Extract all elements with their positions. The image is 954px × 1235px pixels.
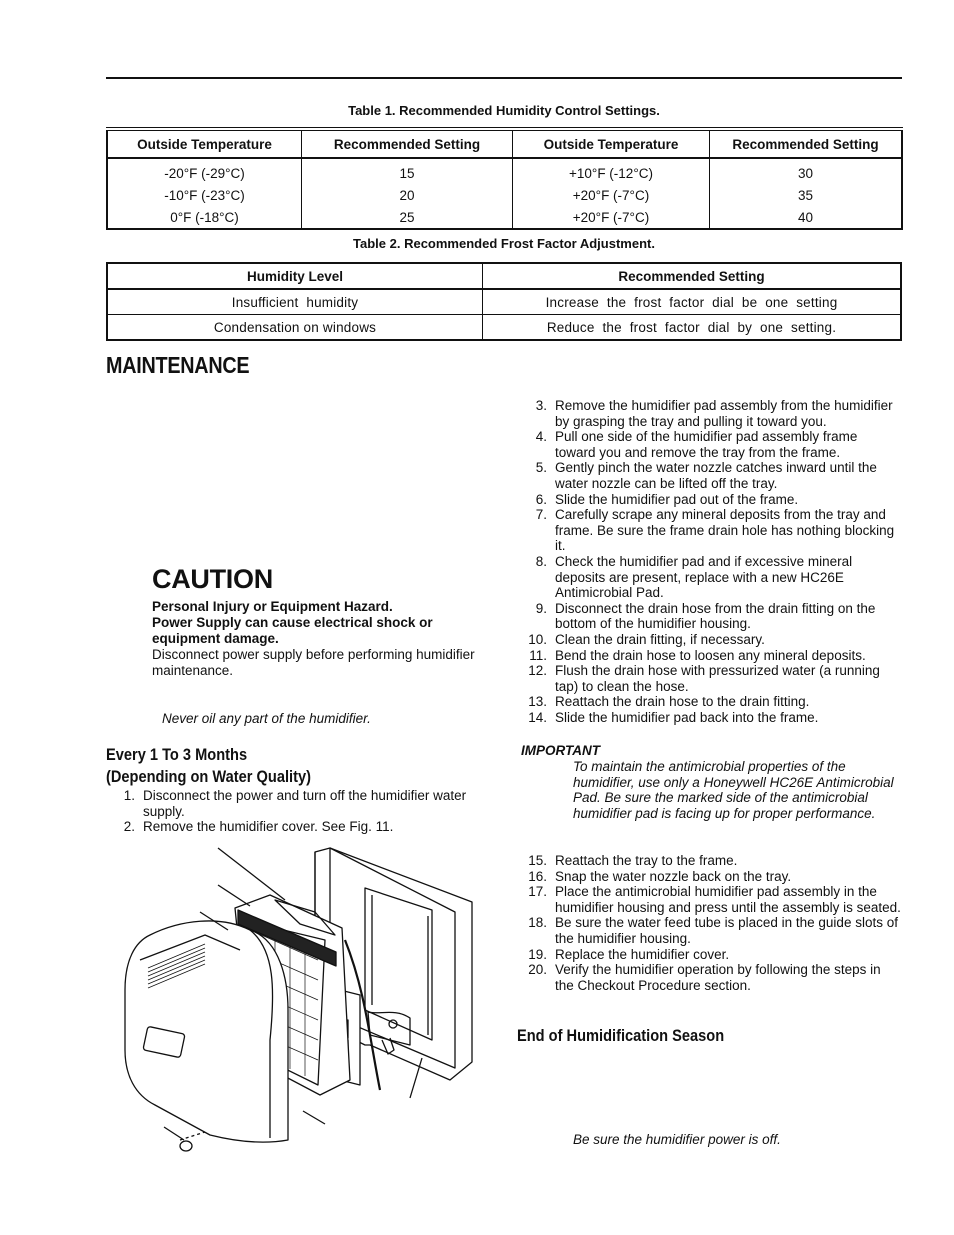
table-cell: 15 [302, 158, 513, 184]
table2-header: Recommended Setting [483, 263, 902, 289]
step-text: Flush the drain hose with pressurized water (a running tap) to clean the hose. [555, 663, 880, 694]
table-row [107, 184, 902, 206]
step-text: Replace the humidifier cover. [555, 946, 730, 962]
table1-header: Outside Temperature [107, 129, 302, 158]
list-item [521, 460, 901, 491]
list-item [521, 507, 901, 554]
frost-factor-table [106, 262, 902, 341]
table-row [107, 206, 902, 229]
step-number: 2. [123, 819, 135, 835]
table-cell: 20 [302, 184, 513, 206]
list-item [521, 869, 901, 885]
step-number: 17. [528, 884, 547, 900]
table-row [107, 289, 901, 315]
table2-caption: Table 2. Recommended Frost Factor Adjustment. [353, 236, 655, 251]
caution-line1: Personal Injury or Equipment Hazard. [152, 599, 393, 614]
step-number: 7. [535, 507, 547, 523]
table-cell: -10°F (-23°C) [107, 184, 302, 206]
top-rule [106, 77, 902, 79]
caution-text: Disconnect power supply before performing humidifier maintenance. [152, 647, 475, 678]
step-text: Reattach the tray to the frame. [555, 853, 738, 868]
list-item [521, 947, 901, 963]
step-number: 11. [529, 647, 547, 663]
step-text: Remove the humidifier pad assembly from the humidifier by grasping the tray and pulling it toward you. [555, 398, 893, 429]
step-number: 13. [528, 694, 547, 710]
table-cell: Reduce the frost factor dial by one setting. [483, 315, 902, 341]
list-item [521, 694, 901, 710]
list-item [521, 632, 901, 648]
step-number: 10. [528, 631, 547, 647]
step-text: Pull one side of the humidifier pad assembly frame toward you and remove the tray from the frame. [555, 429, 858, 460]
table1-caption: Table 1. Recommended Humidity Control Settings. [348, 103, 660, 118]
list-item [109, 788, 489, 819]
step-number: 15. [528, 853, 547, 868]
humidifier-exploded-view-icon [110, 840, 490, 1160]
step-text: Reattach the drain hose to the drain fitting. [555, 694, 810, 710]
step-number: 6. [535, 491, 547, 507]
table-cell: +10°F (-12°C) [513, 158, 710, 184]
step-text: Place the antimicrobial humidifier pad assembly in the humidifier housing and press until the assembly is seated. [555, 884, 901, 915]
table-row [107, 158, 902, 184]
list-item [521, 648, 901, 664]
step-number: 18. [528, 915, 547, 931]
caution-line2: Power Supply can cause electrical shock or equipment damage. [152, 615, 433, 646]
step-number: 19. [528, 946, 547, 962]
section-heading-line1: Every 1 To 3 Months [106, 745, 248, 764]
table-cell: 30 [797, 165, 814, 181]
humidity-settings-table [106, 127, 903, 230]
step-number: 16. [528, 868, 547, 884]
list-item [521, 853, 901, 869]
table-cell: Increase the frost factor dial be one setting [483, 289, 902, 315]
list-item [521, 429, 901, 460]
table1-header: Outside Temperature [513, 129, 710, 158]
step-text: Disconnect the drain hose from the drain fitting on the bottom of the humidifier housing. [555, 600, 876, 632]
table-row [107, 315, 901, 341]
table-cell: -20°F (-29°C) [107, 158, 302, 184]
list-item [521, 663, 901, 694]
caution-body [152, 599, 497, 679]
step-text: Gently pinch the water nozzle catches inward until the water nozzle can be lifted off the tray. [555, 460, 877, 491]
step-text: Disconnect the power and turn off the humidifier water supply. [143, 788, 467, 819]
table1-header: Recommended Setting [302, 129, 513, 158]
caution-title: CAUTION [152, 564, 273, 594]
table-cell: +20°F (-7°C) [513, 206, 710, 229]
step-text: Snap the water nozzle back on the tray. [555, 868, 792, 884]
steps-list-right-top [521, 398, 901, 725]
list-item [521, 915, 901, 946]
step-number: 12. [528, 663, 547, 679]
list-item [521, 710, 901, 726]
end-season-heading: End of Humidification Season [517, 1026, 725, 1045]
table2-header: Humidity Level [107, 263, 483, 289]
list-item [521, 554, 901, 601]
step-text: Slide the humidifier pad out of the frame. [555, 491, 799, 507]
power-off-note: Be sure the humidifier power is off. [573, 1132, 781, 1147]
steps-list-left [109, 788, 489, 835]
step-number: 3. [535, 398, 547, 413]
step-text: Carefully scrape any mineral deposits from the tray and frame. Be sure the frame drain hole has nothing blocking it. [555, 507, 895, 554]
maintenance-heading: MAINTENANCE [106, 352, 250, 378]
step-text: Verify the humidifier operation by following the steps in the Checkout Procedure section. [555, 962, 881, 993]
list-item [521, 962, 901, 993]
step-text: Bend the drain hose to loosen any mineral deposits. [555, 647, 866, 663]
table-cell: Condensation on windows [107, 315, 483, 341]
step-text: Check the humidifier pad and if excessive mineral deposits are present, replace with a new HC26E Antimicrobial Pad. [555, 553, 853, 601]
step-number: 4. [535, 429, 547, 445]
table-cell: +20°F (-7°C) [513, 184, 710, 206]
list-item [109, 819, 489, 835]
section-heading [106, 744, 311, 788]
list-item [521, 492, 901, 508]
step-number: 9. [535, 600, 547, 616]
list-item [521, 884, 901, 915]
table1-header: Recommended Setting [710, 129, 903, 158]
step-number: 1. [123, 788, 135, 803]
step-text: Slide the humidifier pad back into the frame. [555, 709, 819, 725]
table-cell: 25 [302, 206, 513, 229]
table-cell: Insufficient humidity [107, 289, 483, 315]
table-cell: 40 [797, 209, 814, 225]
step-number: 8. [535, 553, 547, 569]
step-number: 20. [528, 962, 547, 978]
table-cell: 0°F (-18°C) [107, 206, 302, 229]
section-heading-line2: (Depending on Water Quality) [106, 767, 311, 786]
step-number: 14. [528, 709, 547, 725]
steps-list-right-bottom [521, 853, 901, 993]
important-label: IMPORTANT [521, 743, 600, 758]
step-text: Be sure the water feed tube is placed in the guide slots of the humidifier housing. [555, 915, 898, 946]
step-text: Clean the drain fitting, if necessary. [555, 631, 765, 647]
important-text: To maintain the antimicrobial properties of the humidifier, use only a Honeywell HC26E Antimicrobial Pad. Be sure the marked side of the antimicrobial humidifier pad is facing up for proper performance. [573, 759, 894, 821]
oil-note: Never oil any part of the humidifier. [162, 711, 371, 726]
list-item [521, 601, 901, 632]
step-text: Remove the humidifier cover. See Fig. 11. [143, 819, 394, 835]
table-cell: 35 [797, 187, 814, 203]
step-number: 5. [535, 460, 547, 476]
list-item [521, 398, 901, 429]
